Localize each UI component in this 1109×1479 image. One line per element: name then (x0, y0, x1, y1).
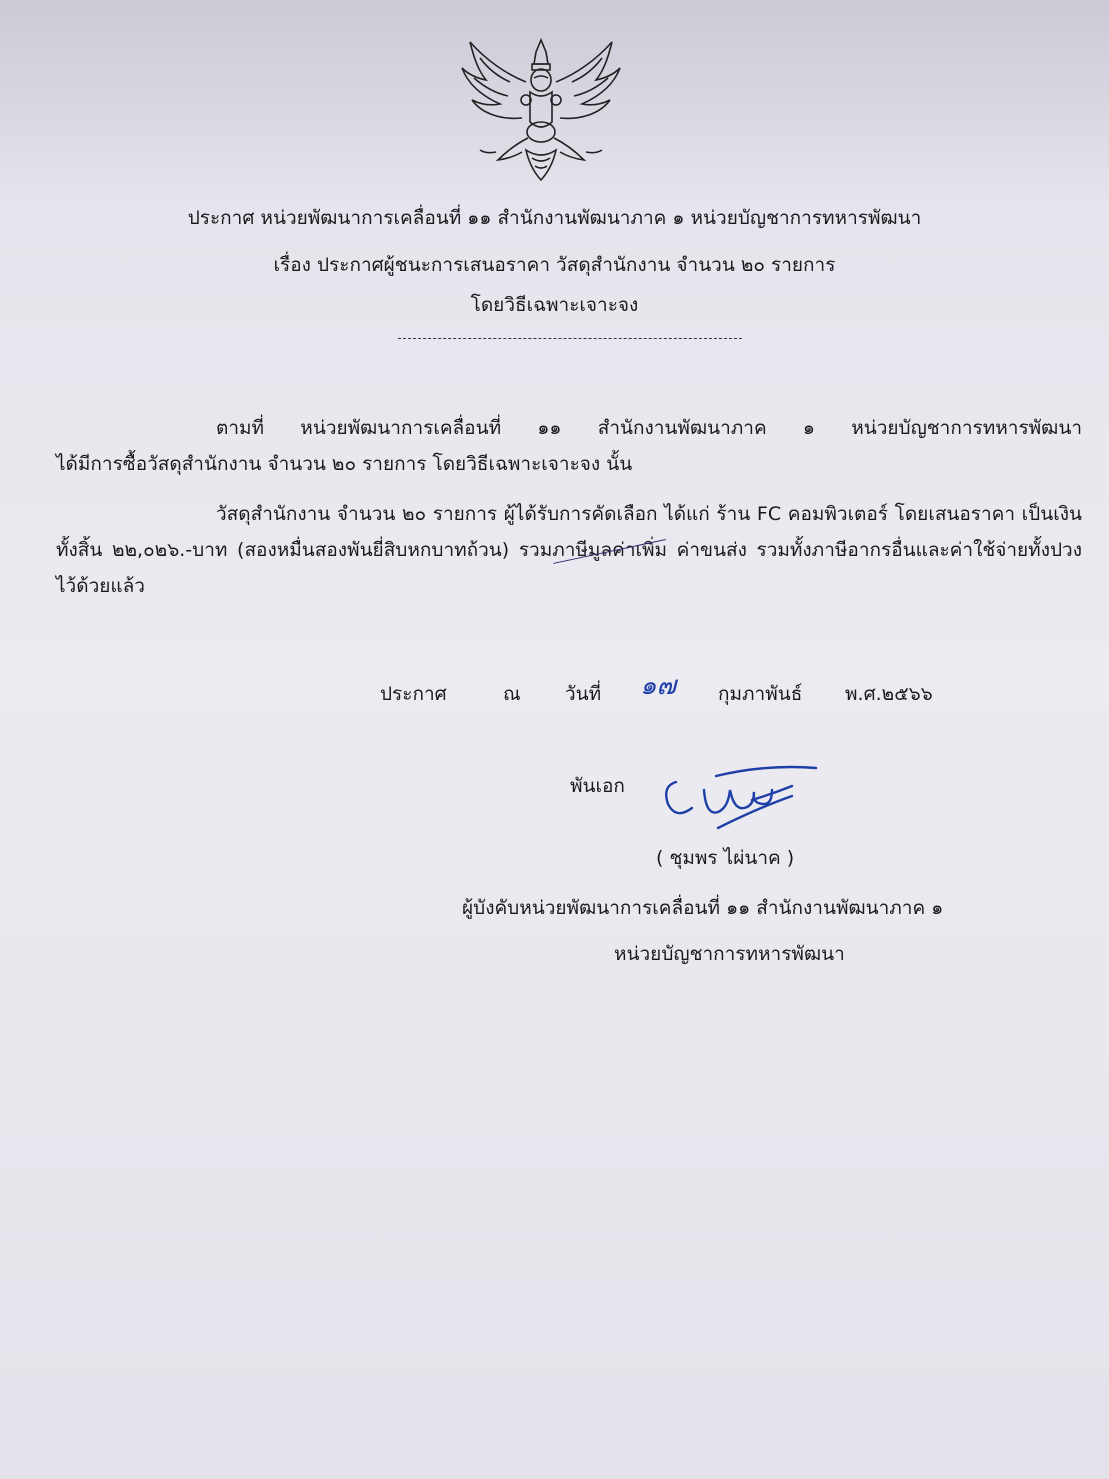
announcement-title: ประกาศ หน่วยพัฒนาการเคลื่อนที่ ๑๑ สำนักงานพัฒนาภาค ๑ หน่วยบัญชาการทหารพัฒนา (187, 207, 922, 229)
signer-rank: พันเอก (570, 775, 625, 797)
paragraph-2-end: ค่าขนส่ง รวมทั้งภาษีอากรอื่นและค่าใช้จ่ายทั้งปวงไว้ด้วยแล้ว (56, 539, 1082, 597)
date-year: พ.ศ.๒๕๖๖ (845, 683, 933, 705)
date-day-label: วันที่ (565, 683, 602, 705)
separator-line (398, 338, 742, 339)
paragraph-2 (56, 496, 1082, 604)
signer-name: ( ชุมพร ไผ่นาค ) (656, 847, 795, 869)
handwritten-day: ๑๗ (640, 671, 677, 701)
date-at-label: ณ (503, 683, 521, 705)
garuda-emblem (456, 34, 626, 186)
announcement-subject: เรื่อง ประกาศผู้ชนะการเสนอราคา วัสดุสำนักงาน จำนวน ๒๐ รายการ (273, 254, 836, 276)
paragraph-1-line-2: ได้มีการซื้อวัสดุสำนักงาน จำนวน ๒๐ รายการ โดยวิธีเฉพาะเจาะจง นั้น (56, 453, 633, 475)
paragraph-2-start: วัสดุสำนักงาน จำนวน ๒๐ รายการ ผู้ได้รับการคัดเลือก ได้แก่ ร้าน FC คอมพิวเตอร์ โดยเสนอราคา เป็นเงินทั้งสิ้น ๒๒,๐๒๖.-บาท (สองหมื่นสองพันยี่สิบหกบาทถ้วน) รวม (56, 503, 1082, 561)
paragraph-1-line-1: ตามที่ หน่วยพัฒนาการเคลื่อนที่ ๑๑ สำนักงานพัฒนาภาค ๑ หน่วยบัญชาการทหารพัฒนา (216, 417, 1082, 439)
handwritten-signature (656, 760, 826, 840)
date-month: กุมภาพันธ์ (718, 683, 803, 705)
signer-position-line-2: หน่วยบัญชาการทหารพัฒนา (614, 943, 845, 965)
date-announce-label: ประกาศ (380, 683, 447, 705)
procurement-method: โดยวิธีเฉพาะเจาะจง (470, 294, 639, 316)
struck-text: ภาษีมูลค่าเพิ่ม (552, 539, 668, 561)
signer-position-line-1: ผู้บังคับหน่วยพัฒนาการเคลื่อนที่ ๑๑ สำนักงานพัฒนาภาค ๑ (462, 897, 944, 919)
